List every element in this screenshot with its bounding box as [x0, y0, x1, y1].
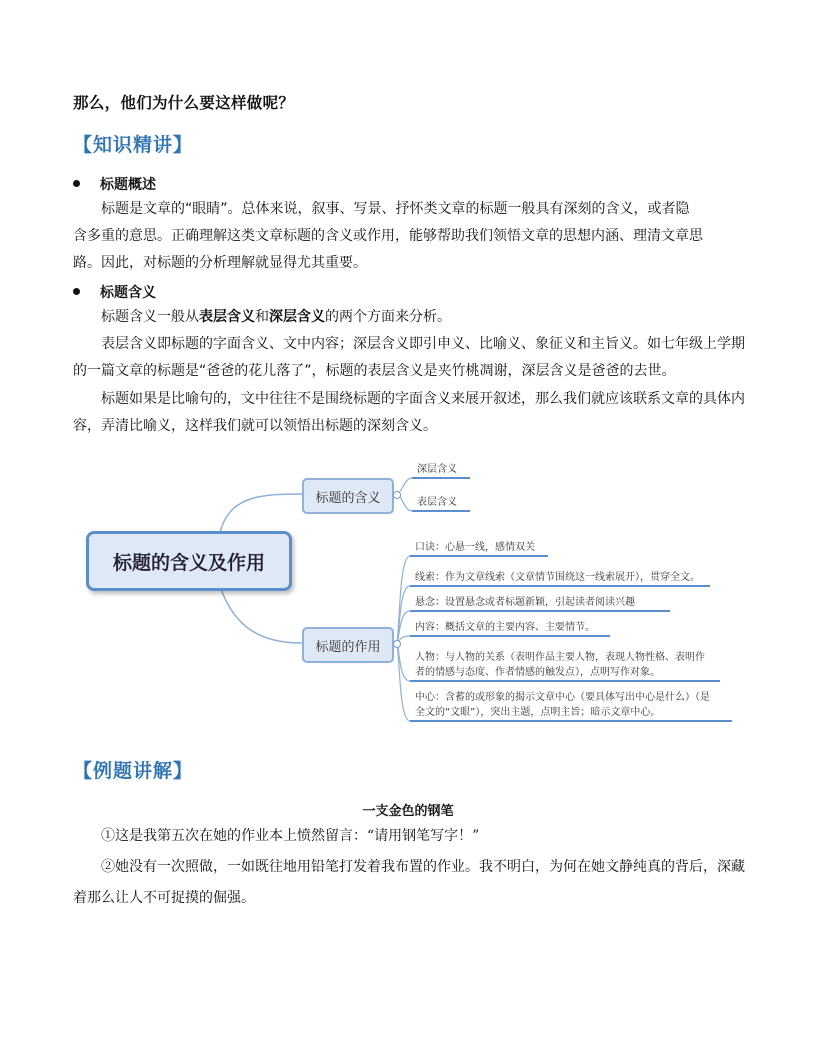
mind-map	[70, 456, 750, 734]
text-line: 容，弄清比喻义，这样我们就可以领悟出标题的深刻含义。	[73, 418, 437, 434]
text-line: 含多重的意思。正确理解这类文章标题的含义或作用，能够帮助我们领悟文章的思想内涵、理清文章思	[73, 228, 703, 244]
bullet-dot-icon	[73, 180, 80, 187]
section-title-knowledge: 【知识精讲】	[73, 134, 194, 156]
text-line: 路。因此，对标题的分析理解就显得尤其重要。	[73, 255, 367, 271]
collapse-circle-icon	[393, 491, 401, 499]
text-line: 标题如果是比喻句的，文中往往不是围绕标题的字面含义来展开叙述，那么我们就应该联系文章的具体内	[101, 391, 745, 407]
mind-map-leaf: 深层含义	[417, 464, 457, 475]
example-paragraph-1	[73, 821, 745, 852]
paragraph-metaphor	[73, 386, 745, 440]
keyword-deep: 深层含义	[269, 309, 325, 325]
text-line: 着那么让人不可捉摸的倔强。	[73, 890, 255, 906]
mind-map-branch-meaning: 标题的含义	[302, 478, 394, 514]
mind-map-leaf: 口诀：心悬一线，感情双关	[415, 542, 535, 553]
bullet-label: 标题含义	[100, 285, 156, 301]
text-line: 标题是文章的“眼睛”。总体来说，叙事、写景、抒怀类文章的标题一般具有深刻的含义，或者隐	[101, 201, 690, 217]
paragraph-meaning-detail	[73, 331, 745, 385]
bullet-dot-icon	[73, 288, 80, 295]
mind-map-root: 标题的含义及作用	[86, 531, 292, 591]
mind-map-leaf: 表层含义	[417, 497, 457, 508]
text-line: 的一篇文章的标题是“爸爸的花儿落了”，标题的表层含义是夹竹桃凋谢，深层含义是爸爸的去世。	[73, 363, 676, 379]
question-line: 那么，他们为什么要这样做呢？	[73, 94, 295, 112]
mind-map-leaf: 线索：作为文章线索（文章情节围绕这一线索展开），贯穿全文。	[415, 572, 700, 583]
text-line: 表层含义即标题的字面含义、文中内容；深层含义即引申义、比喻义、象征义和主旨义。如七年级上学期	[101, 336, 745, 352]
mind-map-leaf: 人物：与人物的关系（表明作品主要人物，表现人物性格、表明作 者的情感与态度、作者情感的触发点），点明写作对象。	[415, 652, 705, 678]
keyword-surface: 表层含义	[199, 309, 255, 325]
mind-map-branch-function: 标题的作用	[302, 627, 394, 663]
text-line: 标题含义一般从表层含义和深层含义的两个方面来分析。	[101, 309, 451, 325]
bullet-label: 标题概述	[100, 177, 156, 193]
text-line: ①这是我第五次在她的作业本上愤然留言：“请用钢笔写字！”	[101, 828, 480, 844]
section-title-example: 【例题讲解】	[73, 760, 194, 782]
paragraph-meaning-intro	[73, 304, 745, 331]
mind-map-leaf: 悬念：设置悬念或者标题新颖，引起读者阅读兴趣	[415, 597, 635, 608]
paragraph-overview	[73, 196, 745, 277]
mind-map-leaf: 中心：含蓄的或形象的揭示文章中心（要具体写出中心是什么）（是 全文的“文眼”），突出主题，点明主旨；暗示文章中心。	[415, 692, 710, 718]
collapse-circle-icon	[393, 640, 401, 648]
mind-map-leaf: 内容：概括文章的主要内容、主要情节。	[415, 622, 595, 633]
example-title: 一支金色的钢笔	[362, 804, 454, 819]
example-paragraph-2	[73, 852, 745, 914]
text-line: ②她没有一次照做，一如既往地用铅笔打发着我布置的作业。我不明白，为何在她文静纯真的背后，深藏	[101, 859, 745, 875]
